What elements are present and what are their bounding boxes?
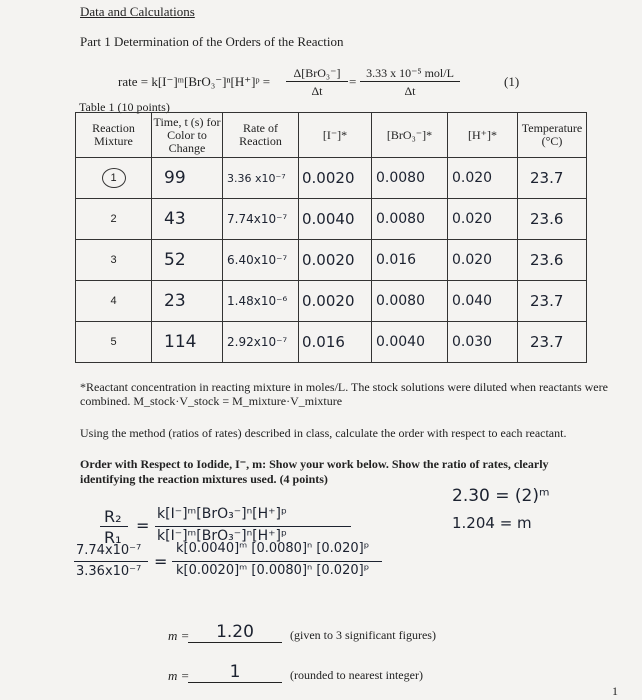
bromate-cell: 0.016 xyxy=(372,240,448,281)
col-header-rate: Rate of Reaction xyxy=(223,113,299,158)
ratio-r1: R₁ xyxy=(104,528,122,547)
temperature-cell: 23.6 xyxy=(518,240,587,281)
table-row xyxy=(76,322,587,363)
col-header-bromate: [BrO₃⁻]* xyxy=(372,113,448,158)
work-bar-left-2 xyxy=(74,561,148,562)
work-bar-1 xyxy=(155,526,351,527)
ratio-bar-left xyxy=(100,526,128,527)
method-text: Using the method (ratios of rates) described in class, calculate the order with respect to each reactant. xyxy=(80,426,567,440)
equation-number: (1) xyxy=(504,74,520,89)
ratio-r2: R₂ xyxy=(104,507,122,526)
temperature-cell: 23.7 xyxy=(518,322,587,363)
m-label-int: m = xyxy=(168,668,190,683)
temperature-cell: 23.7 xyxy=(518,281,587,322)
mixture-number: 5 xyxy=(76,322,152,363)
rate-cell: 1.48x10⁻⁶ xyxy=(223,281,299,322)
work-denominator-1: k[I⁻]ᵐ[BrO₃⁻]ⁿ[H⁺]ᵖ xyxy=(157,528,287,544)
table-row xyxy=(76,158,587,199)
hydrogen-cell: 0.020 xyxy=(448,199,518,240)
table-row xyxy=(76,281,587,322)
m-sig-note: (given to 3 significant figures) xyxy=(290,628,436,642)
work-denominator-2: k[0.0020]ᵐ [0.0080]ⁿ [0.020]ᵖ xyxy=(176,563,370,578)
rate-cell: 7.74x10⁻⁷ xyxy=(223,199,299,240)
points-label: (4 points) xyxy=(279,472,328,486)
table-row xyxy=(76,240,587,281)
work-rate-1: 3.36x10⁻⁷ xyxy=(76,564,142,579)
temperature-cell: 23.6 xyxy=(518,199,587,240)
mixture-number: 3 xyxy=(76,240,152,281)
hydrogen-cell: 0.040 xyxy=(448,281,518,322)
rate-law: rate = k[I⁻]ᵐ[BrO₃⁻]ⁿ[H⁺]ᵖ = xyxy=(118,74,271,89)
m-label-sig: m = xyxy=(168,628,190,643)
hydrogen-cell: 0.020 xyxy=(448,240,518,281)
m-answer-int[interactable]: 1 xyxy=(188,662,282,683)
col-header-temperature: Temperature (°C) xyxy=(518,113,587,158)
rhs-numerator: 3.33 x 10⁻⁵ mol/L xyxy=(360,66,460,82)
work-numerator-1: k[I⁻]ᵐ[BrO₃⁻]ⁿ[H⁺]ᵖ xyxy=(157,506,287,522)
col-header-mixture: Reaction Mixture xyxy=(76,113,152,158)
iodide-instructions: Show your work below. Show the ratio of rates, clearly identifying the reaction mixtures used. xyxy=(80,457,549,486)
work-numerator-2: k[0.0040]ᵐ [0.0080]ⁿ [0.020]ᵖ xyxy=(176,541,370,556)
section-title: Data and Calculations xyxy=(80,4,195,19)
iodide-heading: Order with Respect to Iodide, I⁻, m: xyxy=(80,457,267,471)
side-result: 1.204 = m xyxy=(452,514,532,532)
col-header-time: Time, t (s) for Color to Change xyxy=(152,113,223,158)
m-int-note: (rounded to nearest integer) xyxy=(290,668,423,682)
col-header-iodide: [I⁻]* xyxy=(299,113,372,158)
delta-denominator: Δt xyxy=(311,84,323,98)
footnote: *Reactant concentration in reacting mixture in moles/L. The stock solutions were diluted when reactants were combined. M_stock·V_stock = M_mixture·V_mixture xyxy=(80,380,608,408)
iodide-cell: 0.0020 xyxy=(299,281,372,322)
work-equals-1: = xyxy=(136,516,150,535)
page-number: 1 xyxy=(612,684,618,698)
time-cell: 114 xyxy=(152,322,223,363)
hydrogen-cell: 0.030 xyxy=(448,322,518,363)
iodide-question xyxy=(80,457,600,487)
delta-numerator: Δ[BrO₃⁻] xyxy=(286,66,348,82)
bromate-cell: 0.0080 xyxy=(372,199,448,240)
hydrogen-cell: 0.020 xyxy=(448,158,518,199)
part-title: Part 1 Determination of the Orders of the Reaction xyxy=(80,34,344,49)
work-bar-2 xyxy=(172,561,382,562)
table-row xyxy=(76,199,587,240)
rhs-denominator: Δt xyxy=(404,84,416,98)
data-table xyxy=(75,112,587,363)
time-cell: 99 xyxy=(152,158,223,199)
iodide-cell: 0.0020 xyxy=(299,158,372,199)
time-cell: 23 xyxy=(152,281,223,322)
work-equals-2: = xyxy=(154,552,168,571)
iodide-cell: 0.016 xyxy=(299,322,372,363)
iodide-cell: 0.0040 xyxy=(299,199,372,240)
mixture-number: 1 xyxy=(102,168,126,188)
mixture-number: 4 xyxy=(76,281,152,322)
rate-cell: 3.36 x10⁻⁷ xyxy=(223,158,299,199)
table-caption: Table 1 (10 points) xyxy=(79,100,170,114)
equals-sign: = xyxy=(349,74,357,89)
time-cell: 43 xyxy=(152,199,223,240)
mixture-number: 2 xyxy=(76,199,152,240)
work-rate-2: 7.74x10⁻⁷ xyxy=(76,543,142,558)
rate-cell: 6.40x10⁻⁷ xyxy=(223,240,299,281)
bromate-cell: 0.0040 xyxy=(372,322,448,363)
col-header-hydrogen: [H⁺]* xyxy=(448,113,518,158)
side-ratio: 2.30 = (2)ᵐ xyxy=(452,486,550,506)
bromate-cell: 0.0080 xyxy=(372,281,448,322)
temperature-cell: 23.7 xyxy=(518,158,587,199)
m-answer-sig[interactable]: 1.20 xyxy=(188,622,282,643)
iodide-cell: 0.0020 xyxy=(299,240,372,281)
rate-cell: 2.92x10⁻⁷ xyxy=(223,322,299,363)
bromate-cell: 0.0080 xyxy=(372,158,448,199)
time-cell: 52 xyxy=(152,240,223,281)
